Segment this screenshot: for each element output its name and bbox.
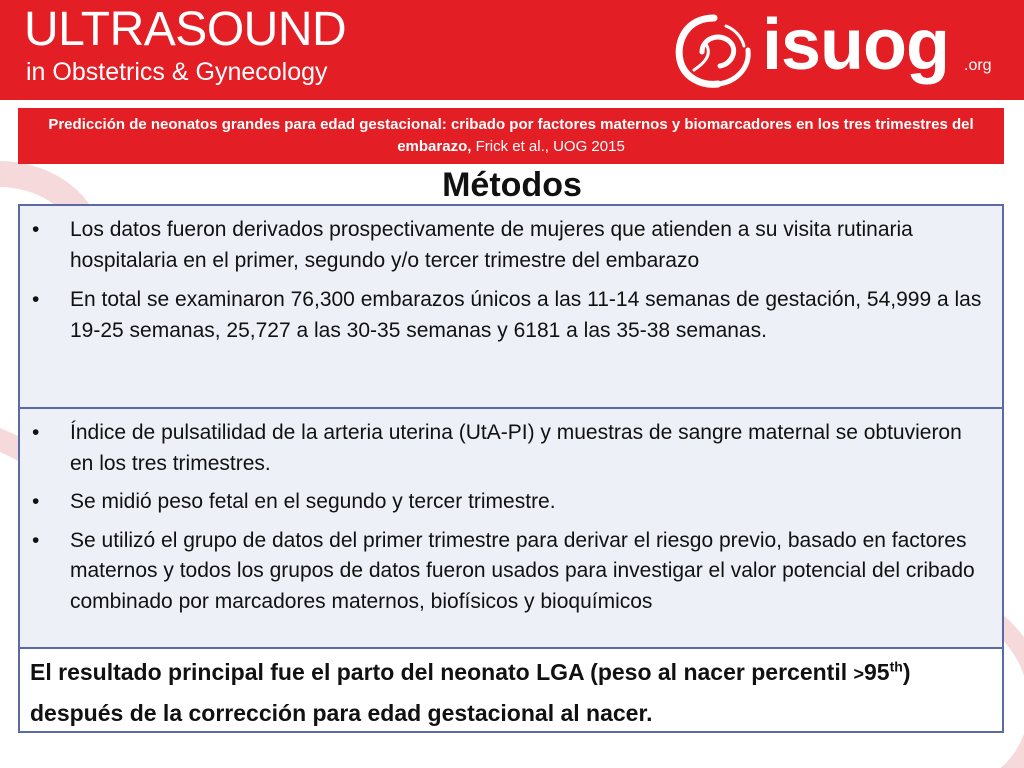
citation-reference: Frick et al., UOG 2015 [475, 138, 625, 155]
methods-panel-measurements [18, 407, 1004, 650]
outcome-percentile-value: 95 [864, 659, 890, 685]
bullet-item: • Los datos fueron derivados prospectivamente de mujeres que atienden a su visita rutinaria hospitalaria en el primer, segundo y/o tercer trimestre del embarazo [20, 215, 1002, 276]
isuog-emblem-icon [672, 12, 756, 90]
bullet-item: • En total se examinaron 76,300 embarazos únicos a las 11-14 semanas de gestación, 54,999 a las 19-25 semanas, 25,727 a las 30-35 semanas y 6181 a las 35-38 semanas. [20, 285, 1002, 346]
outcome-ordinal-suffix: th [889, 658, 903, 675]
journal-header [0, 0, 1024, 100]
bullet-item: • Índice de pulsatilidad de la arteria uterina (UtA-PI) y muestras de sangre maternal se obtuvieron en los tres trimestres. [20, 418, 1002, 479]
section-heading: Métodos [442, 166, 582, 204]
bullet-item: • Se midió peso fetal en el segundo y tercer trimestre. [20, 487, 1002, 518]
primary-outcome-statement [18, 647, 1004, 733]
citation-title: Predicción de neonatos grandes para edad gestacional: cribado por factores maternos y biomarcadores en los tres trimestres del embarazo, [48, 116, 974, 155]
logo-domain-suffix: .org [964, 57, 992, 74]
journal-subtitle: in Obstetrics & Gynecology [26, 58, 328, 86]
outcome-greater-than: > [853, 664, 865, 684]
outcome-text-end: ) después de la corrección para edad gestacional al nacer. [30, 659, 911, 726]
bullet-list [20, 409, 1002, 617]
citation-band [18, 108, 1004, 164]
outcome-text-start: El resultado principal fue el parto del neonato LGA (peso al nacer percentil [30, 659, 854, 685]
methods-panel-data-source [18, 204, 1004, 409]
bullet-item: • Se utilizó el grupo de datos del primer trimestre para derivar el riesgo previo, basado en factores maternos y todos los grupos de datos fueron usados para investigar el valor potencial del cribado combinado por marcadores maternos, biofísicos y bioquímicos [20, 526, 1002, 618]
journal-title: ULTRASOUND [24, 3, 347, 56]
bullet-list [20, 206, 1002, 346]
isuog-logo [672, 5, 1002, 96]
logo-wordmark: isuog [762, 5, 949, 85]
